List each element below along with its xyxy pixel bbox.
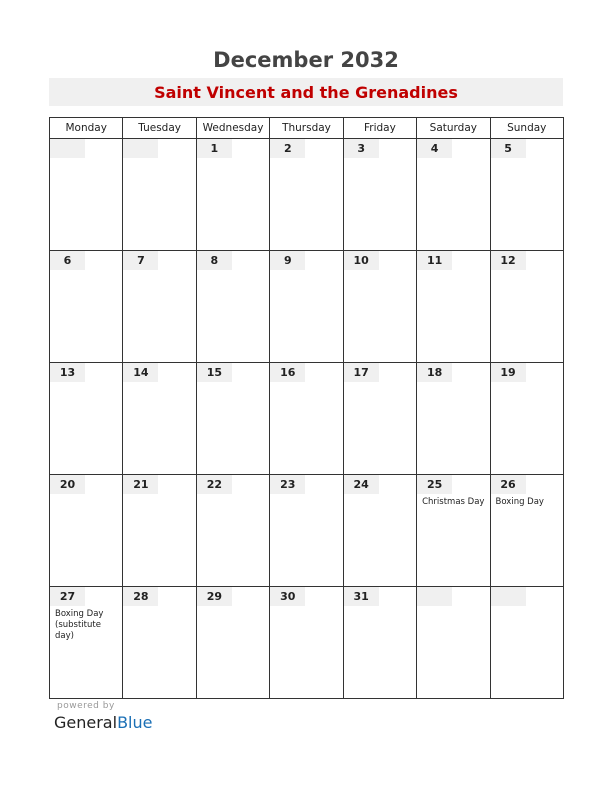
week-row	[50, 139, 564, 251]
day-number: 14	[123, 363, 158, 382]
day-cell	[490, 475, 563, 587]
day-cell	[417, 363, 490, 475]
day-cell	[196, 475, 269, 587]
weekday-header: Thursday	[270, 118, 343, 139]
calendar-grid	[49, 117, 564, 699]
day-number	[417, 587, 452, 606]
weekday-header: Tuesday	[123, 118, 196, 139]
day-cell	[270, 475, 343, 587]
day-cell	[417, 251, 490, 363]
day-cell	[123, 587, 196, 699]
day-number: 24	[344, 475, 379, 494]
day-number: 17	[344, 363, 379, 382]
holiday-label: Boxing Day	[495, 497, 544, 507]
day-number: 15	[197, 363, 232, 382]
day-cell	[343, 475, 416, 587]
day-number: 7	[123, 251, 158, 270]
day-number: 8	[197, 251, 232, 270]
day-cell	[123, 139, 196, 251]
day-cell	[417, 587, 490, 699]
day-number: 31	[344, 587, 379, 606]
weekday-header: Friday	[343, 118, 416, 139]
day-cell	[50, 251, 123, 363]
day-number: 21	[123, 475, 158, 494]
day-number: 18	[417, 363, 452, 382]
powered-by-text: powered by	[57, 701, 115, 711]
day-number: 12	[491, 251, 526, 270]
day-number: 5	[491, 139, 526, 158]
day-number: 10	[344, 251, 379, 270]
day-number: 28	[123, 587, 158, 606]
day-cell	[50, 363, 123, 475]
day-number: 3	[344, 139, 379, 158]
day-number: 29	[197, 587, 232, 606]
day-number: 27	[50, 587, 85, 606]
weekday-header: Monday	[50, 118, 123, 139]
day-cell	[343, 587, 416, 699]
day-cell	[196, 139, 269, 251]
day-number: 2	[270, 139, 305, 158]
day-number: 1	[197, 139, 232, 158]
day-cell	[196, 251, 269, 363]
day-number: 26	[491, 475, 526, 494]
day-number: 23	[270, 475, 305, 494]
day-cell	[196, 363, 269, 475]
day-cell	[343, 363, 416, 475]
calendar-title: December 2032	[213, 48, 399, 72]
day-number	[491, 587, 526, 606]
day-cell	[490, 251, 563, 363]
day-cell	[490, 139, 563, 251]
day-number: 20	[50, 475, 85, 494]
day-cell	[270, 139, 343, 251]
day-number: 22	[197, 475, 232, 494]
day-cell	[270, 251, 343, 363]
day-number: 16	[270, 363, 305, 382]
week-row	[50, 251, 564, 363]
day-cell	[343, 251, 416, 363]
day-number	[123, 139, 158, 158]
weekday-header: Wednesday	[196, 118, 269, 139]
holiday-label: Boxing Day (substitute day)	[55, 609, 104, 641]
day-cell	[270, 363, 343, 475]
day-cell	[50, 139, 123, 251]
day-cell	[270, 587, 343, 699]
brand-logo[interactable]	[54, 713, 152, 732]
day-number: 9	[270, 251, 305, 270]
day-cell	[417, 475, 490, 587]
brand-general-text: General	[54, 713, 118, 732]
weekday-header: Saturday	[417, 118, 490, 139]
day-cell	[196, 587, 269, 699]
week-row	[50, 475, 564, 587]
day-number: 4	[417, 139, 452, 158]
day-number: 30	[270, 587, 305, 606]
day-number: 6	[50, 251, 85, 270]
day-cell	[490, 363, 563, 475]
day-number: 19	[491, 363, 526, 382]
day-cell	[343, 139, 416, 251]
day-number: 25	[417, 475, 452, 494]
weekday-header-row	[50, 118, 564, 139]
day-cell	[123, 251, 196, 363]
day-cell	[50, 475, 123, 587]
country-banner	[49, 78, 563, 106]
day-cell	[417, 139, 490, 251]
day-cell	[123, 363, 196, 475]
country-name: Saint Vincent and the Grenadines	[154, 83, 458, 102]
day-number: 13	[50, 363, 85, 382]
week-row	[50, 587, 564, 699]
weekday-header: Sunday	[490, 118, 563, 139]
day-cell	[490, 587, 563, 699]
holiday-label: Christmas Day	[422, 497, 485, 507]
day-cell	[50, 587, 123, 699]
day-cell	[123, 475, 196, 587]
brand-blue-text: Blue	[117, 713, 153, 732]
week-row	[50, 363, 564, 475]
day-number: 11	[417, 251, 452, 270]
day-number	[50, 139, 85, 158]
